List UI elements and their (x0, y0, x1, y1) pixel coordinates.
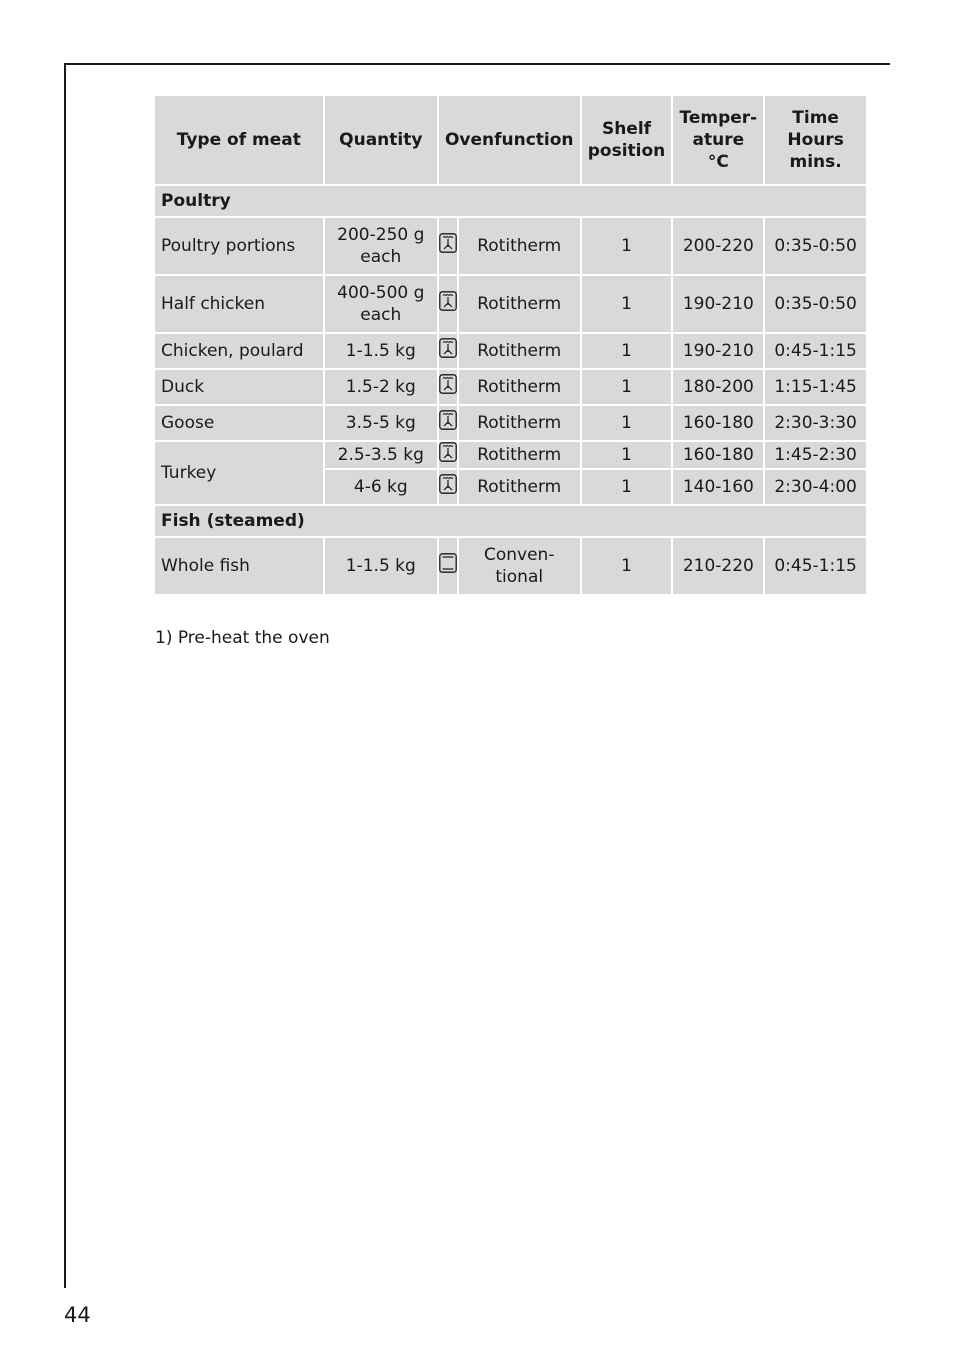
quantity: 1-1.5 kg (325, 334, 437, 368)
quantity: 1.5-2 kg (325, 370, 437, 404)
rotitherm-icon (439, 218, 457, 274)
table-row (155, 406, 866, 440)
meat-type: Poultry portions (155, 218, 323, 274)
shelf-position: 1 (582, 406, 672, 440)
rotitherm-icon (439, 276, 457, 332)
header-shelf-position: Shelf position (582, 96, 672, 184)
oven-function: Conven- tional (459, 538, 580, 594)
left-rule (64, 63, 66, 1288)
temperature: 200-220 (673, 218, 763, 274)
category-row-fish (155, 506, 866, 536)
meat-type: Half chicken (155, 276, 323, 332)
quantity: 200-250 g each (325, 218, 437, 274)
shelf-position: 1 (582, 442, 672, 468)
header-type-of-meat: Type of meat (155, 96, 323, 184)
rotitherm-icon (439, 406, 457, 440)
temperature: 140-160 (673, 470, 763, 504)
meat-type: Chicken, poulard (155, 334, 323, 368)
rotitherm-icon (439, 370, 457, 404)
quantity: 4-6 kg (325, 470, 437, 504)
oven-function: Rotitherm (459, 276, 580, 332)
header-temperature: Temper- ature °C (673, 96, 763, 184)
shelf-position: 1 (582, 538, 672, 594)
quantity: 1-1.5 kg (325, 538, 437, 594)
category-label: Fish (steamed) (155, 506, 866, 536)
page-number: 44 (64, 1303, 91, 1327)
temperature: 160-180 (673, 406, 763, 440)
time: 1:15-1:45 (765, 370, 866, 404)
oven-function: Rotitherm (459, 218, 580, 274)
time: 2:30-3:30 (765, 406, 866, 440)
category-label: Poultry (155, 186, 866, 216)
meat-type: Goose (155, 406, 323, 440)
table-row (155, 370, 866, 404)
table-row (155, 442, 866, 468)
temperature: 190-210 (673, 276, 763, 332)
time: 0:35-0:50 (765, 218, 866, 274)
header-time: Time Hours mins. (765, 96, 866, 184)
conventional-icon (439, 538, 457, 594)
shelf-position: 1 (582, 276, 672, 332)
time: 1:45-2:30 (765, 442, 866, 468)
oven-function: Rotitherm (459, 470, 580, 504)
meat-type: Turkey (155, 442, 323, 504)
rotitherm-icon (439, 470, 457, 504)
footnote: 1) Pre-heat the oven (155, 628, 330, 648)
temperature: 210-220 (673, 538, 763, 594)
temperature: 180-200 (673, 370, 763, 404)
header-quantity: Quantity (325, 96, 437, 184)
table-header-row (155, 96, 866, 184)
time: 0:35-0:50 (765, 276, 866, 332)
time: 0:45-1:15 (765, 538, 866, 594)
quantity: 400-500 g each (325, 276, 437, 332)
meat-type: Whole fish (155, 538, 323, 594)
top-rule (64, 63, 890, 65)
table-row (155, 218, 866, 274)
roasting-table (153, 94, 868, 596)
temperature: 190-210 (673, 334, 763, 368)
oven-function: Rotitherm (459, 334, 580, 368)
quantity: 3.5-5 kg (325, 406, 437, 440)
table-row (155, 334, 866, 368)
shelf-position: 1 (582, 334, 672, 368)
shelf-position: 1 (582, 218, 672, 274)
time: 2:30-4:00 (765, 470, 866, 504)
table-row (155, 276, 866, 332)
oven-function: Rotitherm (459, 406, 580, 440)
oven-function: Rotitherm (459, 442, 580, 468)
oven-function: Rotitherm (459, 370, 580, 404)
meat-type: Duck (155, 370, 323, 404)
quantity: 2.5-3.5 kg (325, 442, 437, 468)
time: 0:45-1:15 (765, 334, 866, 368)
temperature: 160-180 (673, 442, 763, 468)
header-ovenfunction: Ovenfunction (439, 96, 580, 184)
rotitherm-icon (439, 334, 457, 368)
category-row-poultry (155, 186, 866, 216)
shelf-position: 1 (582, 370, 672, 404)
shelf-position: 1 (582, 470, 672, 504)
table-row (155, 538, 866, 594)
rotitherm-icon (439, 442, 457, 468)
